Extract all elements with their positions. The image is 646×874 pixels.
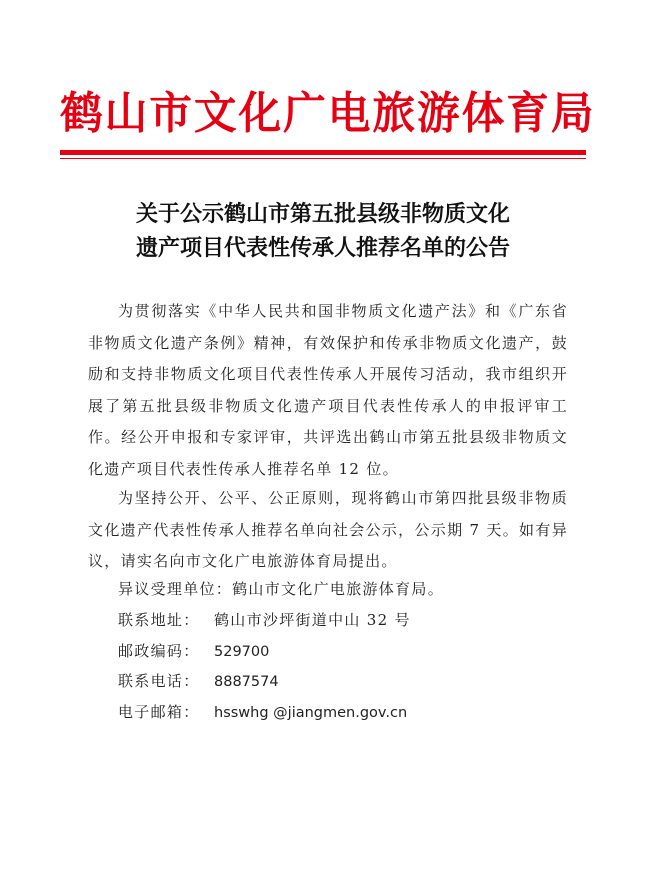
phone-line bbox=[118, 670, 279, 691]
address-value: 鹤山市沙坪街道中山 32 号 bbox=[214, 611, 411, 629]
address-label: 联系地址： bbox=[118, 611, 200, 629]
objection-unit-value: 鹤山市文化广电旅游体育局。 bbox=[232, 580, 445, 598]
email-line bbox=[118, 701, 407, 722]
postcode-label: 邮政编码： bbox=[118, 642, 200, 660]
body-paragraph-2: 为坚持公开、公平、公正原则，现将鹤山市第四批县级非物质文化遗产代表性传承人推荐名单向社会公示，公示期 7 天。如有异议，请实名向市文化广电旅游体育局提出。 bbox=[88, 489, 568, 570]
notice-title-line-2: 遗产项目代表性传承人推荐名单的公告 bbox=[135, 235, 510, 261]
postcode-line bbox=[118, 640, 269, 661]
objection-unit-label: 异议受理单位： bbox=[118, 580, 233, 598]
postcode-value: 529700 bbox=[214, 644, 270, 660]
phone-value: 8887574 bbox=[214, 674, 279, 690]
phone-label: 联系电话： bbox=[118, 672, 200, 690]
objection-unit-line bbox=[118, 578, 444, 599]
letterhead-title: 鹤山市文化广电旅游体育局 bbox=[60, 88, 596, 139]
email-label: 电子邮箱： bbox=[118, 703, 200, 721]
address-line bbox=[118, 609, 411, 630]
letterhead-rule-thick bbox=[60, 150, 586, 155]
email-value[interactable]: hsswhg @jiangmen.gov.cn bbox=[214, 705, 408, 721]
body-paragraph-1: 为贯彻落实《中华人民共和国非物质文化遗产法》和《广东省非物质文化遗产条例》精神，有效保护和传承非物质文化遗产，鼓励和支持非物质文化项目代表性传承人开展传习活动，我市组织开展了第五批县级非物质文化遗产项目代表性传承人的申报评审工作。经公开申报和专家评审，共评选出鹤山市第五批县级非物质文化遗产项目代表性传承人推荐名单 12 位。 bbox=[88, 302, 568, 478]
letterhead-rule-thin bbox=[60, 158, 586, 159]
notice-title-line-1: 关于公示鹤山市第五批县级非物质文化 bbox=[135, 201, 510, 227]
